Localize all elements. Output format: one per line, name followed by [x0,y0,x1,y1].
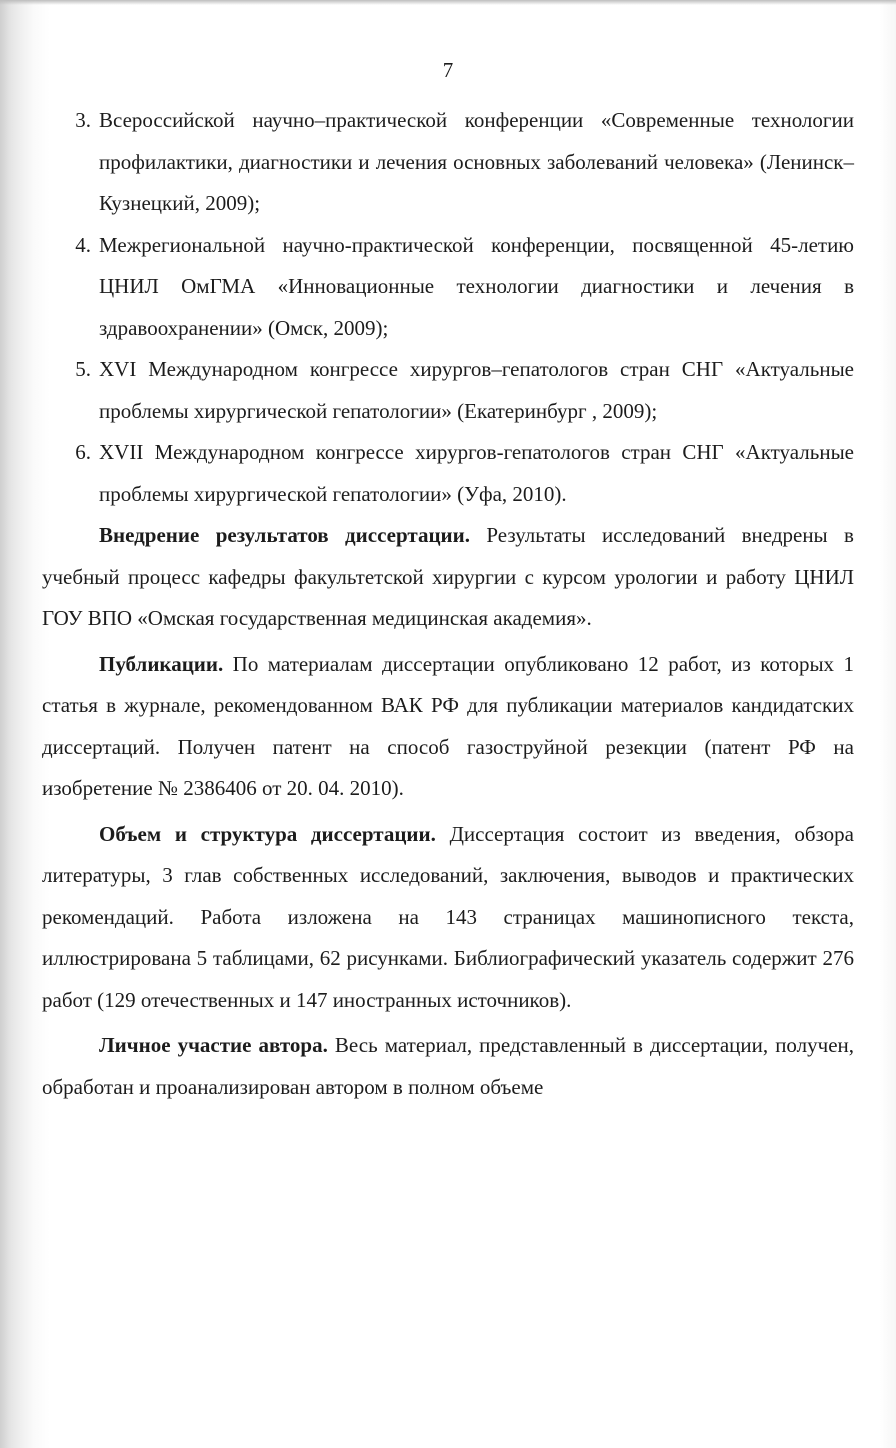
list-item-text: Всероссийской научно–практической конференции «Современные технологии профилактики, диагностики и лечения основных заболеваний человека» (Ленинск–Кузнецкий, 2009); [99,108,854,215]
section-body: По материалам диссертации опубликовано 12 работ, из которых 1 статья в журнале, рекомендованном ВАК РФ для публикации материалов кандидатских диссертаций. Получен патент на способ газоструйной резекции (патент РФ на изобретение № 2386406 от 20. 04. 2010). [42,651,854,800]
section-body: Диссертация состоит из введения, обзора литературы, 3 глав собственных исследований, заключения, выводов и практических рекомендаций. Работа изложена на 143 страницах машинописного текста, иллюстрирована 5 таблицами, 62 рисунками. Библиографический указатель содержит 276 работ (129 отечественных и 147 иностранных источников). [42,821,854,1012]
list-item [42,225,854,350]
section-body: Результаты исследований внедрены в учебный процесс кафедры факультетской хирургии с курсом урологии и работу ЦНИЛ ГОУ ВПО «Омская государственная медицинская академия». [42,523,854,630]
list-item-number: 4. [75,232,91,257]
section-heading: Внедрение результатов диссертации. [99,523,470,547]
section-structure [42,814,854,1022]
list-item-number: 6. [75,440,91,464]
list-item [42,349,854,432]
list-item [42,100,854,225]
section-heading: Публикации. [99,651,224,676]
section-heading: Личное участие автора. [99,1033,328,1057]
conference-list [42,100,854,515]
list-item [42,432,854,515]
list-item-text: XVII Международном конгрессе хирургов-гепатологов стран СНГ «Актуальные проблемы хирургической гепатологии» (Уфа, 2010). [99,440,854,506]
page-body [42,100,854,1108]
section-author-contribution [42,1025,854,1108]
section-implementation [42,515,854,640]
section-publications [42,644,854,810]
list-item-text: XVI Международном конгрессе хирургов–гепатологов стран СНГ «Актуальные проблемы хирургической гепатологии» (Екатеринбург , 2009); [99,357,854,423]
section-heading: Объем и структура диссертации. [99,821,436,846]
page-number: 7 [442,58,454,82]
list-item-number: 5. [75,357,91,381]
list-item-text: Межрегиональной научно-практической конференции, посвященной 45-летию ЦНИЛ ОмГМА «Инновационные технологии диагностики и лечения в здравоохранении» (Омск, 2009); [99,232,854,340]
scan-edge [0,0,896,5]
section-body: Весь материал, представленный в диссертации, получен, обработан и проанализирован автором в полном объеме [42,1033,855,1099]
list-item-number: 3. [75,108,91,132]
